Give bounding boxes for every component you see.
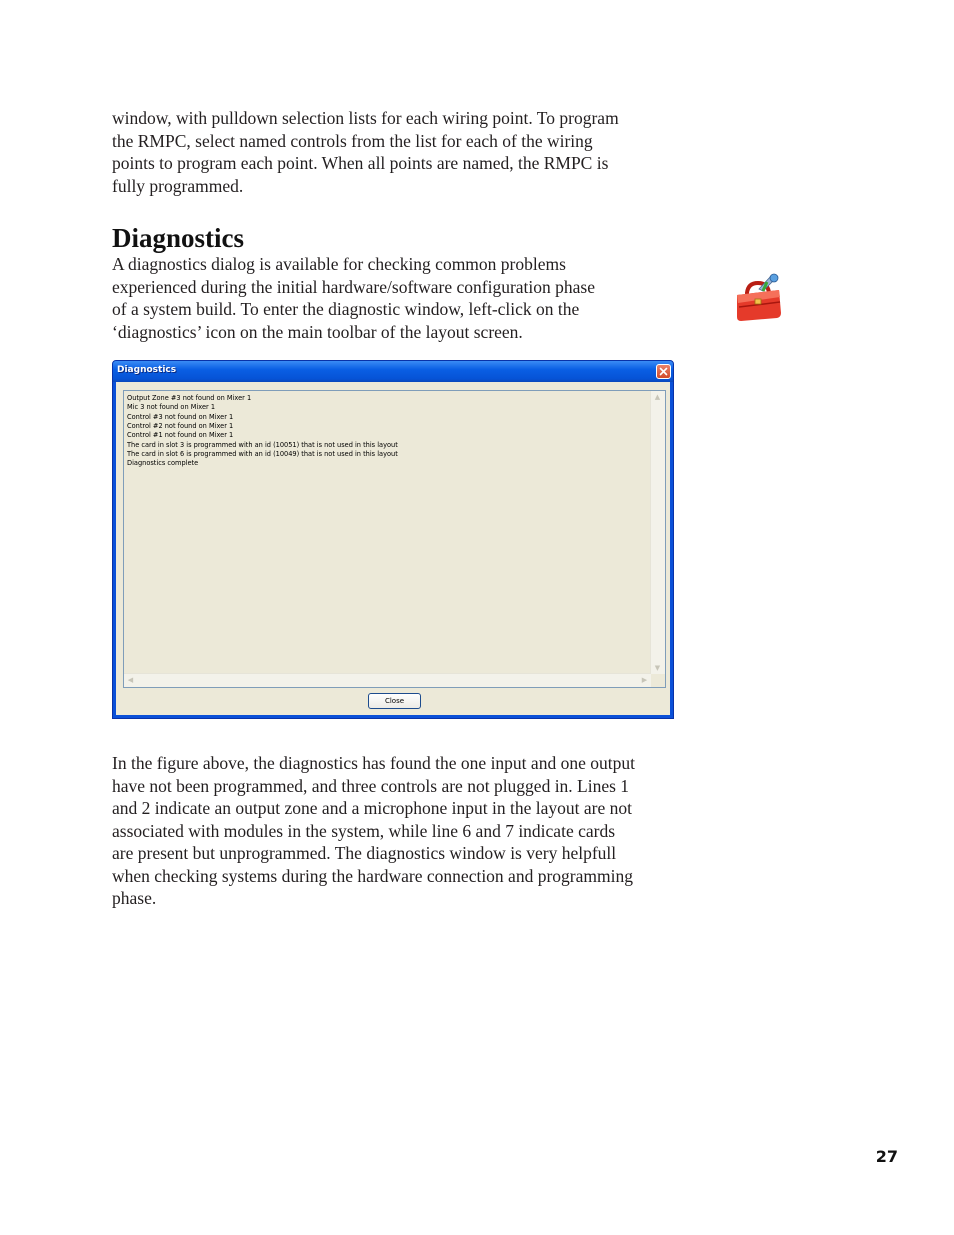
body-line: and 2 indicate an output zone and a microphone input in the layout are not: [112, 798, 632, 818]
diagnostics-line: of a system build. To enter the diagnostic window, left-click on the: [112, 299, 580, 319]
section-heading: Diagnostics: [112, 223, 245, 253]
diagnostics-log[interactable]: [123, 390, 666, 688]
log-line: Mic 3 not found on Mixer 1: [127, 403, 216, 412]
intro-line: the RMPC, select named controls from the list for each of the wiring: [112, 130, 593, 151]
diagnostics-line: A diagnostics dialog is available for checking common problems: [112, 254, 566, 274]
close-icon[interactable]: [656, 364, 671, 379]
intro-paragraph: [112, 107, 619, 197]
log-line: Output Zone #3 not found on Mixer 1: [127, 394, 252, 402]
intro-line: points to program each point. When all points are named, the RMPC is: [112, 153, 609, 173]
log-lines: [127, 394, 398, 469]
toolbox-icon: [733, 273, 783, 323]
intro-line: window, with pulldown selection lists for each wiring point. To program: [112, 108, 619, 128]
dialog-title: Diagnostics: [117, 365, 177, 375]
body-paragraph: [112, 752, 635, 910]
page-number: 27: [875, 1147, 898, 1166]
diagnostics-line: ‘diagnostics’ icon on the main toolbar of the layout screen.: [112, 321, 523, 342]
scroll-down-arrow-icon[interactable]: ▼: [654, 664, 661, 672]
log-line: Control #1 not found on Mixer 1: [127, 431, 234, 440]
scroll-right-arrow-icon[interactable]: ▶: [641, 676, 648, 684]
dialog-titlebar[interactable]: [113, 361, 673, 382]
dialog-body: [116, 382, 670, 715]
diagnostics-line: experienced during the initial hardware/software configuration phase: [112, 276, 596, 297]
vertical-scrollbar[interactable]: [650, 391, 665, 674]
body-line: phase.: [112, 888, 157, 908]
log-line: Diagnostics complete: [127, 459, 199, 468]
body-line: associated with modules in the system, while line 6 and 7 indicate cards: [112, 820, 616, 841]
horizontal-scrollbar[interactable]: [124, 673, 651, 687]
intro-line: fully programmed.: [112, 175, 244, 196]
log-line: Control #3 not found on Mixer 1: [127, 412, 234, 421]
diagnostics-paragraph: [112, 253, 595, 343]
body-line: In the figure above, the diagnostics has found the one input and one output: [112, 753, 635, 773]
log-line: The card in slot 3 is programmed with an id (10051) that is not used in this layout: [127, 440, 398, 449]
diagnostics-dialog: [112, 360, 674, 719]
body-line: have not been programmed, and three controls are not plugged in. Lines 1: [112, 775, 630, 796]
body-line: are present but unprogrammed. The diagnostics window is very helpfull: [112, 843, 617, 863]
close-button[interactable]: Close: [368, 693, 421, 709]
body-line: when checking systems during the hardware connection and programming: [112, 865, 633, 886]
log-line: Control #2 not found on Mixer 1: [127, 422, 234, 431]
scroll-left-arrow-icon[interactable]: ◀: [127, 676, 134, 684]
scroll-up-arrow-icon[interactable]: ▲: [654, 393, 661, 401]
log-line: The card in slot 6 is programmed with an id (10049) that is not used in this layout: [127, 450, 398, 459]
